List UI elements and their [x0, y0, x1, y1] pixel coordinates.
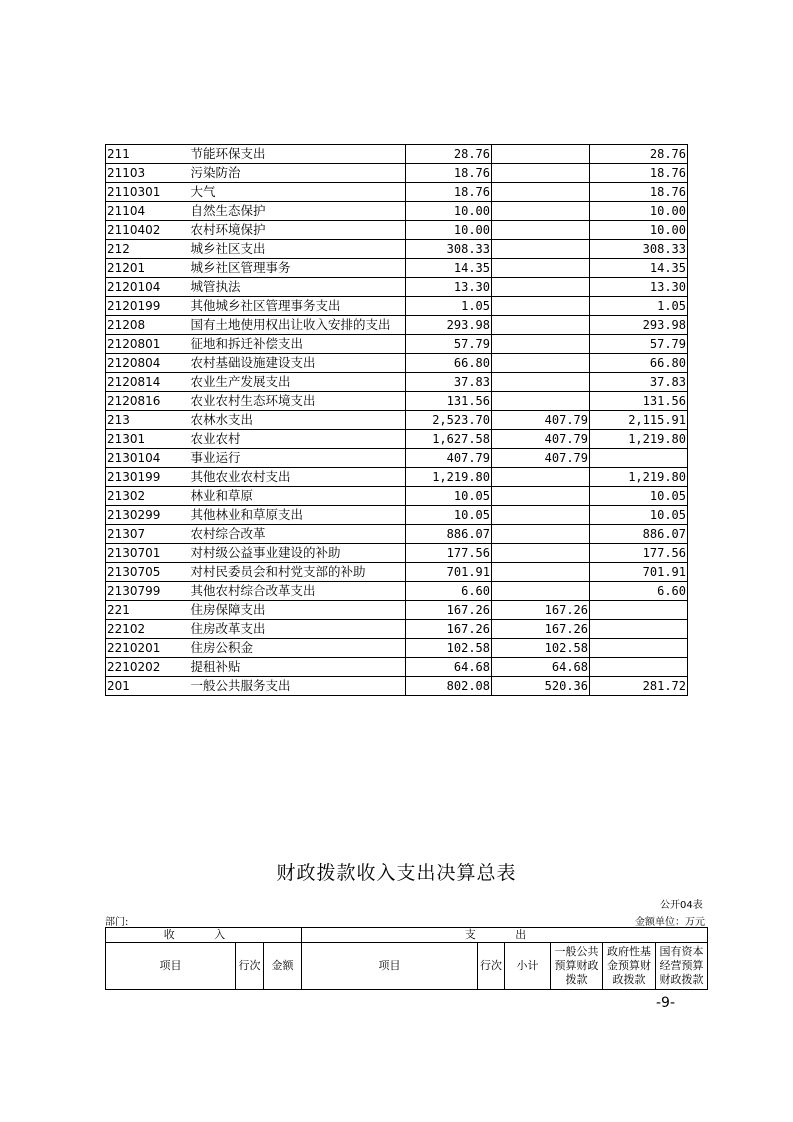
subject-name: 大气 — [190, 183, 406, 202]
project-amount: 10.00 — [590, 202, 688, 221]
subject-name: 城管执法 — [190, 278, 406, 297]
project-amount: 37.83 — [590, 373, 688, 392]
subject-name: 对村级公益事业建设的补助 — [190, 544, 406, 563]
subject-code: 2110301 — [106, 183, 190, 202]
table-row — [106, 392, 688, 411]
subject-name: 对村民委员会和村党支部的补助 — [190, 563, 406, 582]
project-amount: 10.05 — [590, 506, 688, 525]
total-amount: 2,523.70 — [406, 411, 492, 430]
basic-amount — [492, 316, 590, 335]
subject-code: 2120816 — [106, 392, 190, 411]
total-amount: 177.56 — [406, 544, 492, 563]
project-amount: 2,115.91 — [590, 411, 688, 430]
basic-amount — [492, 373, 590, 392]
project-amount — [590, 639, 688, 658]
project-amount: 886.07 — [590, 525, 688, 544]
subject-code: 2120199 — [106, 297, 190, 316]
total-amount: 6.60 — [406, 582, 492, 601]
subject-code: 2120814 — [106, 373, 190, 392]
table-row — [106, 582, 688, 601]
subject-name: 征地和拆迁补偿支出 — [190, 335, 406, 354]
subject-name: 住房公积金 — [190, 639, 406, 658]
subject-name: 住房保障支出 — [190, 601, 406, 620]
total-amount: 293.98 — [406, 316, 492, 335]
subject-name: 农村基础设施建设支出 — [190, 354, 406, 373]
project-amount: 1,219.80 — [590, 430, 688, 449]
basic-amount — [492, 335, 590, 354]
table-row — [106, 525, 688, 544]
table-row — [106, 221, 688, 240]
table-row — [106, 297, 688, 316]
subject-code: 2210202 — [106, 658, 190, 677]
subject-name: 自然生态保护 — [190, 202, 406, 221]
table-row — [106, 202, 688, 221]
col-general-budget: 一般公共预算财政拨款 — [551, 943, 603, 990]
total-amount: 64.68 — [406, 658, 492, 677]
subject-name: 农业农村生态环境支出 — [190, 392, 406, 411]
basic-amount — [492, 487, 590, 506]
subject-code: 2130199 — [106, 468, 190, 487]
table-row — [106, 449, 688, 468]
subject-code: 2130705 — [106, 563, 190, 582]
subject-name: 其他农业农村支出 — [190, 468, 406, 487]
project-amount — [590, 658, 688, 677]
total-amount: 10.05 — [406, 506, 492, 525]
basic-amount — [492, 525, 590, 544]
table-row — [106, 544, 688, 563]
col-gov-fund: 政府性基金预算财政拨款 — [603, 943, 656, 990]
subject-name: 住房改革支出 — [190, 620, 406, 639]
table-row — [106, 278, 688, 297]
table-row — [106, 468, 688, 487]
table-row — [106, 164, 688, 183]
project-amount: 281.72 — [590, 677, 688, 696]
expense-header: 支 出 — [302, 928, 708, 943]
basic-amount: 167.26 — [492, 620, 590, 639]
basic-amount: 64.68 — [492, 658, 590, 677]
basic-amount: 407.79 — [492, 430, 590, 449]
page-number: -9- — [656, 995, 676, 1011]
total-amount: 10.00 — [406, 202, 492, 221]
total-amount: 1.05 — [406, 297, 492, 316]
basic-amount — [492, 544, 590, 563]
subject-name: 节能环保支出 — [190, 145, 406, 164]
total-amount: 1,219.80 — [406, 468, 492, 487]
total-amount: 14.35 — [406, 259, 492, 278]
total-amount: 102.58 — [406, 639, 492, 658]
subject-code: 213 — [106, 411, 190, 430]
total-amount: 57.79 — [406, 335, 492, 354]
basic-amount — [492, 506, 590, 525]
subject-code: 211 — [106, 145, 190, 164]
subject-code: 2110402 — [106, 221, 190, 240]
total-amount: 10.05 — [406, 487, 492, 506]
subject-name: 污染防治 — [190, 164, 406, 183]
subject-code: 2130299 — [106, 506, 190, 525]
subject-code: 21307 — [106, 525, 190, 544]
subject-name: 其他林业和草原支出 — [190, 506, 406, 525]
project-amount: 1,219.80 — [590, 468, 688, 487]
project-amount: 14.35 — [590, 259, 688, 278]
table-row — [106, 145, 688, 164]
project-amount — [590, 620, 688, 639]
project-amount: 66.80 — [590, 354, 688, 373]
project-amount — [590, 601, 688, 620]
subject-name: 事业运行 — [190, 449, 406, 468]
total-amount: 13.30 — [406, 278, 492, 297]
subject-name: 林业和草原 — [190, 487, 406, 506]
basic-amount — [492, 240, 590, 259]
basic-amount — [492, 468, 590, 487]
total-amount: 308.33 — [406, 240, 492, 259]
project-amount: 18.76 — [590, 164, 688, 183]
col-amount: 金额 — [264, 943, 302, 990]
col-state-capital: 国有资本经营预算财政拨款 — [656, 943, 708, 990]
project-amount — [590, 449, 688, 468]
subject-name: 提租补贴 — [190, 658, 406, 677]
table-row — [106, 259, 688, 278]
table-row — [106, 183, 688, 202]
page-title: 财政拨款收入支出决算总表 — [276, 862, 517, 884]
subject-code: 2210201 — [106, 639, 190, 658]
basic-amount: 167.26 — [492, 601, 590, 620]
subject-name: 其他城乡社区管理事务支出 — [190, 297, 406, 316]
total-amount: 802.08 — [406, 677, 492, 696]
table-row — [106, 677, 688, 696]
subject-code: 212 — [106, 240, 190, 259]
subject-name: 城乡社区管理事务 — [190, 259, 406, 278]
expenditure-table — [105, 144, 688, 696]
subject-code: 22102 — [106, 620, 190, 639]
table-row — [106, 316, 688, 335]
total-amount: 66.80 — [406, 354, 492, 373]
total-amount: 1,627.58 — [406, 430, 492, 449]
project-amount: 18.76 — [590, 183, 688, 202]
total-amount: 167.26 — [406, 601, 492, 620]
project-amount: 131.56 — [590, 392, 688, 411]
basic-amount — [492, 582, 590, 601]
col-item-expense: 项目 — [302, 943, 478, 990]
form-number: 公开04表 — [660, 900, 703, 911]
basic-amount: 520.36 — [492, 677, 590, 696]
basic-amount — [492, 563, 590, 582]
department-label: 部门: — [105, 917, 129, 928]
subject-name: 农业生产发展支出 — [190, 373, 406, 392]
project-amount: 1.05 — [590, 297, 688, 316]
project-amount: 308.33 — [590, 240, 688, 259]
project-amount: 177.56 — [590, 544, 688, 563]
basic-amount — [492, 259, 590, 278]
subject-code: 2130799 — [106, 582, 190, 601]
table-row — [106, 658, 688, 677]
project-amount: 6.60 — [590, 582, 688, 601]
table-row — [106, 354, 688, 373]
project-amount: 10.05 — [590, 487, 688, 506]
income-header: 收 入 — [106, 928, 302, 943]
basic-amount: 102.58 — [492, 639, 590, 658]
summary-table-header — [105, 927, 708, 990]
table-row — [106, 487, 688, 506]
subject-code: 201 — [106, 677, 190, 696]
subject-name: 农业农村 — [190, 430, 406, 449]
total-amount: 701.91 — [406, 563, 492, 582]
total-amount: 18.76 — [406, 183, 492, 202]
total-amount: 10.00 — [406, 221, 492, 240]
total-amount: 167.26 — [406, 620, 492, 639]
subject-code: 21302 — [106, 487, 190, 506]
basic-amount — [492, 164, 590, 183]
basic-amount: 407.79 — [492, 411, 590, 430]
basic-amount — [492, 183, 590, 202]
project-amount: 293.98 — [590, 316, 688, 335]
total-amount: 886.07 — [406, 525, 492, 544]
subject-name: 农村综合改革 — [190, 525, 406, 544]
subject-name: 农村环境保护 — [190, 221, 406, 240]
table-row — [106, 335, 688, 354]
total-amount: 18.76 — [406, 164, 492, 183]
col-line-expense: 行次 — [478, 943, 505, 990]
subject-code: 21201 — [106, 259, 190, 278]
col-subtotal: 小计 — [505, 943, 551, 990]
project-amount: 57.79 — [590, 335, 688, 354]
subject-name: 农林水支出 — [190, 411, 406, 430]
basic-amount — [492, 354, 590, 373]
project-amount: 701.91 — [590, 563, 688, 582]
table-row — [106, 411, 688, 430]
table-row — [106, 430, 688, 449]
table-row — [106, 373, 688, 392]
table-row — [106, 601, 688, 620]
basic-amount — [492, 221, 590, 240]
col-item: 项目 — [106, 943, 236, 990]
subject-code: 2130701 — [106, 544, 190, 563]
total-amount: 28.76 — [406, 145, 492, 164]
total-amount: 131.56 — [406, 392, 492, 411]
subject-name: 其他农村综合改革支出 — [190, 582, 406, 601]
subject-code: 2120801 — [106, 335, 190, 354]
amount-unit: 金额单位：万元 — [635, 917, 705, 928]
table-row — [106, 639, 688, 658]
project-amount: 28.76 — [590, 145, 688, 164]
total-amount: 407.79 — [406, 449, 492, 468]
basic-amount — [492, 145, 590, 164]
subject-code: 21208 — [106, 316, 190, 335]
basic-amount — [492, 392, 590, 411]
table-row — [106, 563, 688, 582]
total-amount: 37.83 — [406, 373, 492, 392]
table-row — [106, 506, 688, 525]
subject-code: 2130104 — [106, 449, 190, 468]
subject-code: 2120804 — [106, 354, 190, 373]
basic-amount: 407.79 — [492, 449, 590, 468]
table-row — [106, 620, 688, 639]
basic-amount — [492, 202, 590, 221]
project-amount: 10.00 — [590, 221, 688, 240]
project-amount: 13.30 — [590, 278, 688, 297]
basic-amount — [492, 278, 590, 297]
subject-code: 21104 — [106, 202, 190, 221]
subject-name: 城乡社区支出 — [190, 240, 406, 259]
subject-code: 221 — [106, 601, 190, 620]
table-row — [106, 240, 688, 259]
subject-code: 2120104 — [106, 278, 190, 297]
subject-name: 国有土地使用权出让收入安排的支出 — [190, 316, 406, 335]
subject-code: 21301 — [106, 430, 190, 449]
basic-amount — [492, 297, 590, 316]
subject-code: 21103 — [106, 164, 190, 183]
subject-name: 一般公共服务支出 — [190, 677, 406, 696]
col-line: 行次 — [236, 943, 264, 990]
